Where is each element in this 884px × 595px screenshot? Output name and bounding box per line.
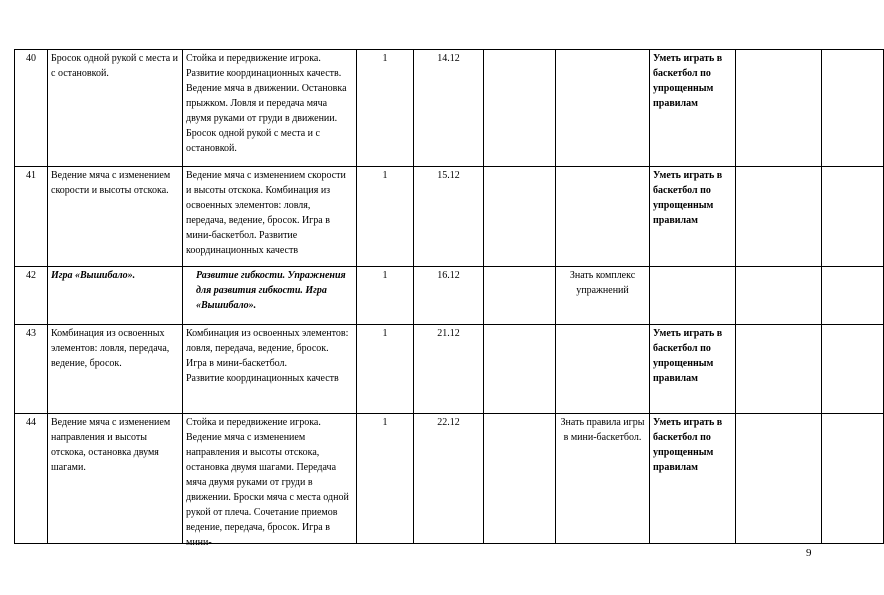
lesson-hours: 1 [357, 167, 414, 267]
lesson-knowledge [556, 325, 650, 414]
lesson-extra-1 [736, 50, 822, 167]
lesson-topic: Игра «Вышибало». [48, 267, 183, 325]
lesson-hours: 1 [357, 414, 414, 544]
lesson-topic: Бросок одной рукой с места и с остановкой. [48, 50, 183, 167]
lesson-extra-1 [736, 167, 822, 267]
lesson-topic: Ведение мяча с изменением направления и высоты отскока, остановка двумя шагами. [48, 414, 183, 544]
lesson-knowledge [556, 50, 650, 167]
lesson-number: 44 [15, 414, 48, 544]
lesson-date-fact [484, 50, 556, 167]
lesson-date: 14.12 [414, 50, 484, 167]
lesson-extra-1 [736, 267, 822, 325]
lesson-extra-2 [822, 50, 884, 167]
page-number: 9 [806, 547, 812, 559]
lesson-skill [650, 267, 736, 325]
lesson-date: 22.12 [414, 414, 484, 544]
lesson-date-fact [484, 325, 556, 414]
lesson-date-fact [484, 267, 556, 325]
table-row [15, 414, 884, 544]
lesson-date-fact [484, 167, 556, 267]
lesson-number: 41 [15, 167, 48, 267]
table-row [15, 167, 884, 267]
table-row [15, 267, 884, 325]
lesson-extra-2 [822, 414, 884, 544]
lesson-hours: 1 [357, 50, 414, 167]
lesson-date: 16.12 [414, 267, 484, 325]
lesson-skill: Уметь играть в баскетбол по упрощенным правилам [650, 325, 736, 414]
lesson-skill: Уметь играть в баскетбол по упрощенным правилам [650, 414, 736, 544]
lesson-content: Стойка и передвижение игрока. Развитие координационных качеств. Ведение мяча в движении. Остановка прыжком. Ловля и передача мяча двумя руками от груди в движении. Бросок одной рукой с места и с остановкой. [183, 50, 357, 167]
lesson-extra-2 [822, 325, 884, 414]
lesson-content: Комбинация из освоенных элементов: ловля, передача, ведение, бросок. Игра в мини-баскетбол. Развитие координационных качеств [183, 325, 357, 414]
lesson-number: 43 [15, 325, 48, 414]
lesson-plan-table [14, 49, 884, 548]
lesson-date-fact [484, 414, 556, 544]
lesson-date: 21.12 [414, 325, 484, 414]
lesson-topic: Комбинация из освоенных элементов: ловля, передача, ведение, бросок. [48, 325, 183, 414]
lesson-hours: 1 [357, 325, 414, 414]
lesson-hours: 1 [357, 267, 414, 325]
lesson-extra-1 [736, 325, 822, 414]
table-row [15, 50, 884, 167]
lesson-number: 40 [15, 50, 48, 167]
lesson-content: Развитие гибкости. Упражнения для развития гибкости. Игра «Вышибало». [183, 267, 357, 325]
lesson-knowledge [556, 167, 650, 267]
lesson-content: Стойка и передвижение игрока. Ведение мяча с изменением направления и высоты отскока, остановка двумя шагами. Передача мяча двумя руками от груди в движении. Броски мяча с места одной рукой от плеча. Сочетание приемов ведение, передача, бросок. Игра в мини- [183, 414, 357, 544]
lesson-knowledge: Знать правила игры в мини-баскетбол. [556, 414, 650, 544]
lesson-skill: Уметь играть в баскетбол по упрощенным правилам [650, 167, 736, 267]
lesson-content: Ведение мяча с изменением скорости и высоты отскока. Комбинация из освоенных элементов: ловля, передача, ведение, бросок. Игра в мини-баскетбол. Развитие координационных качеств [183, 167, 357, 267]
table-row [15, 325, 884, 414]
lesson-date: 15.12 [414, 167, 484, 267]
lesson-topic: Ведение мяча с изменением скорости и высоты отскока. [48, 167, 183, 267]
lesson-extra-2 [822, 167, 884, 267]
lesson-extra-1 [736, 414, 822, 544]
lesson-extra-2 [822, 267, 884, 325]
lesson-skill: Уметь играть в баскетбол по упрощенным правилам [650, 50, 736, 167]
lesson-number: 42 [15, 267, 48, 325]
lesson-knowledge: Знать комплекс упражнений [556, 267, 650, 325]
